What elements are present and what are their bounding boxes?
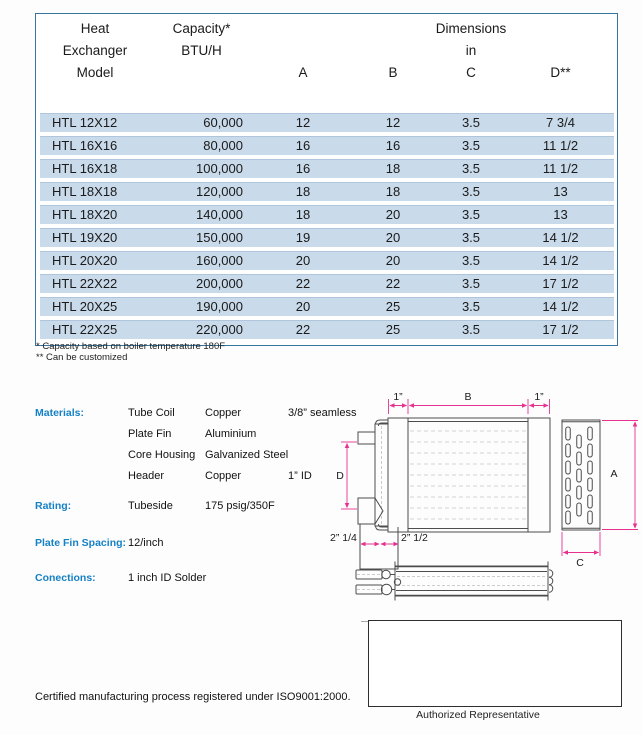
cell-b: 25 <box>385 322 401 337</box>
cell-b: 20 <box>385 230 401 245</box>
connections-label: Conections: <box>35 572 96 584</box>
materials-row <box>35 445 365 466</box>
table-header-row-2 <box>40 40 614 62</box>
dimension-c <box>562 532 600 556</box>
table-header-row-1 <box>40 18 614 40</box>
cell-a: 22 <box>295 322 311 337</box>
cell-capacity: 60,000 <box>203 115 243 130</box>
material-name: Galvanized Steel <box>205 449 289 461</box>
cell-a: 18 <box>295 184 311 199</box>
cell-model: HTL 16X18 <box>52 161 118 176</box>
cell-a: 22 <box>295 276 311 291</box>
materials-row <box>35 424 365 445</box>
cell-c: 3.5 <box>461 322 481 337</box>
table-row <box>40 182 614 201</box>
bottom-connector <box>358 498 383 524</box>
fin-spacing-label: Plate Fin Spacing: <box>35 537 127 549</box>
connector-box <box>360 524 398 569</box>
header-col-a: A <box>298 65 308 80</box>
cell-a: 16 <box>295 138 311 153</box>
dim-label-1in-left: 1” <box>393 391 403 403</box>
cell-model: HTL 16X16 <box>52 138 118 153</box>
cell-capacity: 160,000 <box>196 253 243 268</box>
dim-label-c: C <box>576 557 584 569</box>
bottom-view <box>356 562 553 622</box>
cell-capacity: 80,000 <box>203 138 243 153</box>
header-col-b: B <box>388 65 398 80</box>
rating-label: Rating: <box>35 500 72 512</box>
cell-b: 20 <box>385 207 401 222</box>
table-header-row-3 <box>40 62 614 84</box>
certification-text: Certified manufacturing process registered under ISO9001:2000. <box>35 691 351 703</box>
cell-d: 17 1/2 <box>542 276 579 291</box>
cell-c: 3.5 <box>461 115 481 130</box>
cell-d: 14 1/2 <box>542 299 579 314</box>
rating-row <box>35 496 365 517</box>
cell-c: 3.5 <box>461 276 481 291</box>
cell-d: 7 3/4 <box>546 115 575 130</box>
dimension-a <box>602 421 638 530</box>
table-row <box>40 320 614 339</box>
side-view <box>562 420 600 530</box>
cell-a: 12 <box>295 115 311 130</box>
cell-model: HTL 20X25 <box>52 299 118 314</box>
cell-c: 3.5 <box>461 253 481 268</box>
material-part: Tube Coil <box>128 407 175 419</box>
material-note: 1” ID <box>288 470 312 482</box>
materials-label: Materials: <box>35 407 85 419</box>
header-model-line3: Model <box>76 65 114 80</box>
table-row <box>40 205 614 224</box>
specs-block <box>35 403 365 589</box>
cell-a: 18 <box>295 207 311 222</box>
table-row <box>40 274 614 293</box>
cell-d: 11 1/2 <box>542 138 579 153</box>
cell-capacity: 100,000 <box>196 161 243 176</box>
footnote-capacity: * Capacity based on boiler temperature 180F <box>36 341 226 352</box>
cell-capacity: 190,000 <box>196 299 243 314</box>
cell-c: 3.5 <box>461 138 481 153</box>
cell-capacity: 150,000 <box>196 230 243 245</box>
table-row <box>40 136 614 155</box>
heat-exchanger-diagram <box>330 385 642 625</box>
cell-b: 25 <box>385 299 401 314</box>
cell-capacity: 120,000 <box>196 184 243 199</box>
material-part: Core Housing <box>128 449 196 461</box>
table-row <box>40 228 614 247</box>
table-footnotes <box>36 341 225 363</box>
cell-d: 11 1/2 <box>542 161 579 176</box>
material-part: Header <box>128 470 165 482</box>
header-dimensions: Dimensions <box>435 21 507 36</box>
tube-slots <box>566 427 593 524</box>
cell-b: 16 <box>385 138 401 153</box>
signature-box <box>368 620 622 707</box>
cell-d: 14 1/2 <box>542 253 579 268</box>
table-row <box>40 113 614 132</box>
cell-c: 3.5 <box>461 184 481 199</box>
header-col-d: D** <box>550 65 571 80</box>
u-bends <box>549 570 553 593</box>
cell-model: HTL 18X18 <box>52 184 118 199</box>
cell-capacity: 200,000 <box>196 276 243 291</box>
cell-c: 3.5 <box>461 161 481 176</box>
connections-value: 1 inch ID Solder <box>128 572 207 584</box>
dim-label-b: B <box>464 391 472 403</box>
cell-d: 13 <box>553 207 568 222</box>
cell-model: HTL 22X22 <box>52 276 118 291</box>
dim-label-2-quarter: 2” 1/4 <box>330 532 357 544</box>
cell-model: HTL 18X20 <box>52 207 118 222</box>
material-note: 3/8” seamless <box>288 407 357 419</box>
signature-caption: Authorized Representative <box>416 709 540 721</box>
material-name: Copper <box>205 407 242 419</box>
dim-label-1in-right: 1” <box>534 391 544 403</box>
header-dimensions-unit: in <box>465 43 477 58</box>
front-view <box>358 418 550 569</box>
cell-c: 3.5 <box>461 230 481 245</box>
table-row <box>40 159 614 178</box>
materials-row <box>35 466 365 487</box>
cell-capacity: 220,000 <box>196 322 243 337</box>
fin-lines <box>410 431 526 519</box>
connections-row <box>35 568 365 589</box>
header-capacity-line1: Capacity* <box>172 21 231 36</box>
material-name: Aluminium <box>205 428 257 440</box>
cell-a: 20 <box>295 299 311 314</box>
table-row <box>40 297 614 316</box>
cell-capacity: 140,000 <box>196 207 243 222</box>
cell-a: 19 <box>295 230 311 245</box>
cell-b: 18 <box>385 161 401 176</box>
dim-label-d: D <box>336 470 344 482</box>
material-name: Copper <box>205 470 242 482</box>
header-model-line1: Heat <box>80 21 110 36</box>
cell-model: HTL 19X20 <box>52 230 118 245</box>
header-col-c: C <box>466 65 476 80</box>
inlet-outlet-pipes <box>356 570 401 595</box>
rating-value: 175 psig/350F <box>205 500 275 512</box>
rating-name: Tubeside <box>128 500 173 512</box>
fin-spacing-row <box>35 533 365 554</box>
cell-b: 12 <box>385 115 401 130</box>
cell-c: 3.5 <box>461 207 481 222</box>
top-stub-pipe <box>358 432 375 444</box>
cell-a: 20 <box>295 253 311 268</box>
cell-b: 20 <box>385 253 401 268</box>
dim-label-a: A <box>610 468 618 480</box>
cell-d: 14 1/2 <box>542 230 579 245</box>
table-row <box>40 251 614 270</box>
dim-label-2-half: 2” 1/2 <box>401 532 428 544</box>
cell-model: HTL 22X25 <box>52 322 118 337</box>
spec-table <box>35 13 618 346</box>
cell-b: 18 <box>385 184 401 199</box>
cell-a: 16 <box>295 161 311 176</box>
cell-d: 17 1/2 <box>542 322 579 337</box>
materials-row <box>35 403 365 424</box>
cell-model: HTL 20X20 <box>52 253 118 268</box>
header-plate <box>375 424 388 526</box>
fin-spacing-value: 12/inch <box>128 537 164 549</box>
header-capacity-line2: BTU/H <box>181 43 222 58</box>
cell-d: 13 <box>553 184 568 199</box>
footnote-customized: ** Can be customized <box>36 352 128 363</box>
cell-b: 22 <box>385 276 401 291</box>
cell-c: 3.5 <box>461 299 481 314</box>
cell-model: HTL 12X12 <box>52 115 118 130</box>
header-model-line2: Exchanger <box>62 43 128 58</box>
material-part: Plate Fin <box>128 428 172 440</box>
